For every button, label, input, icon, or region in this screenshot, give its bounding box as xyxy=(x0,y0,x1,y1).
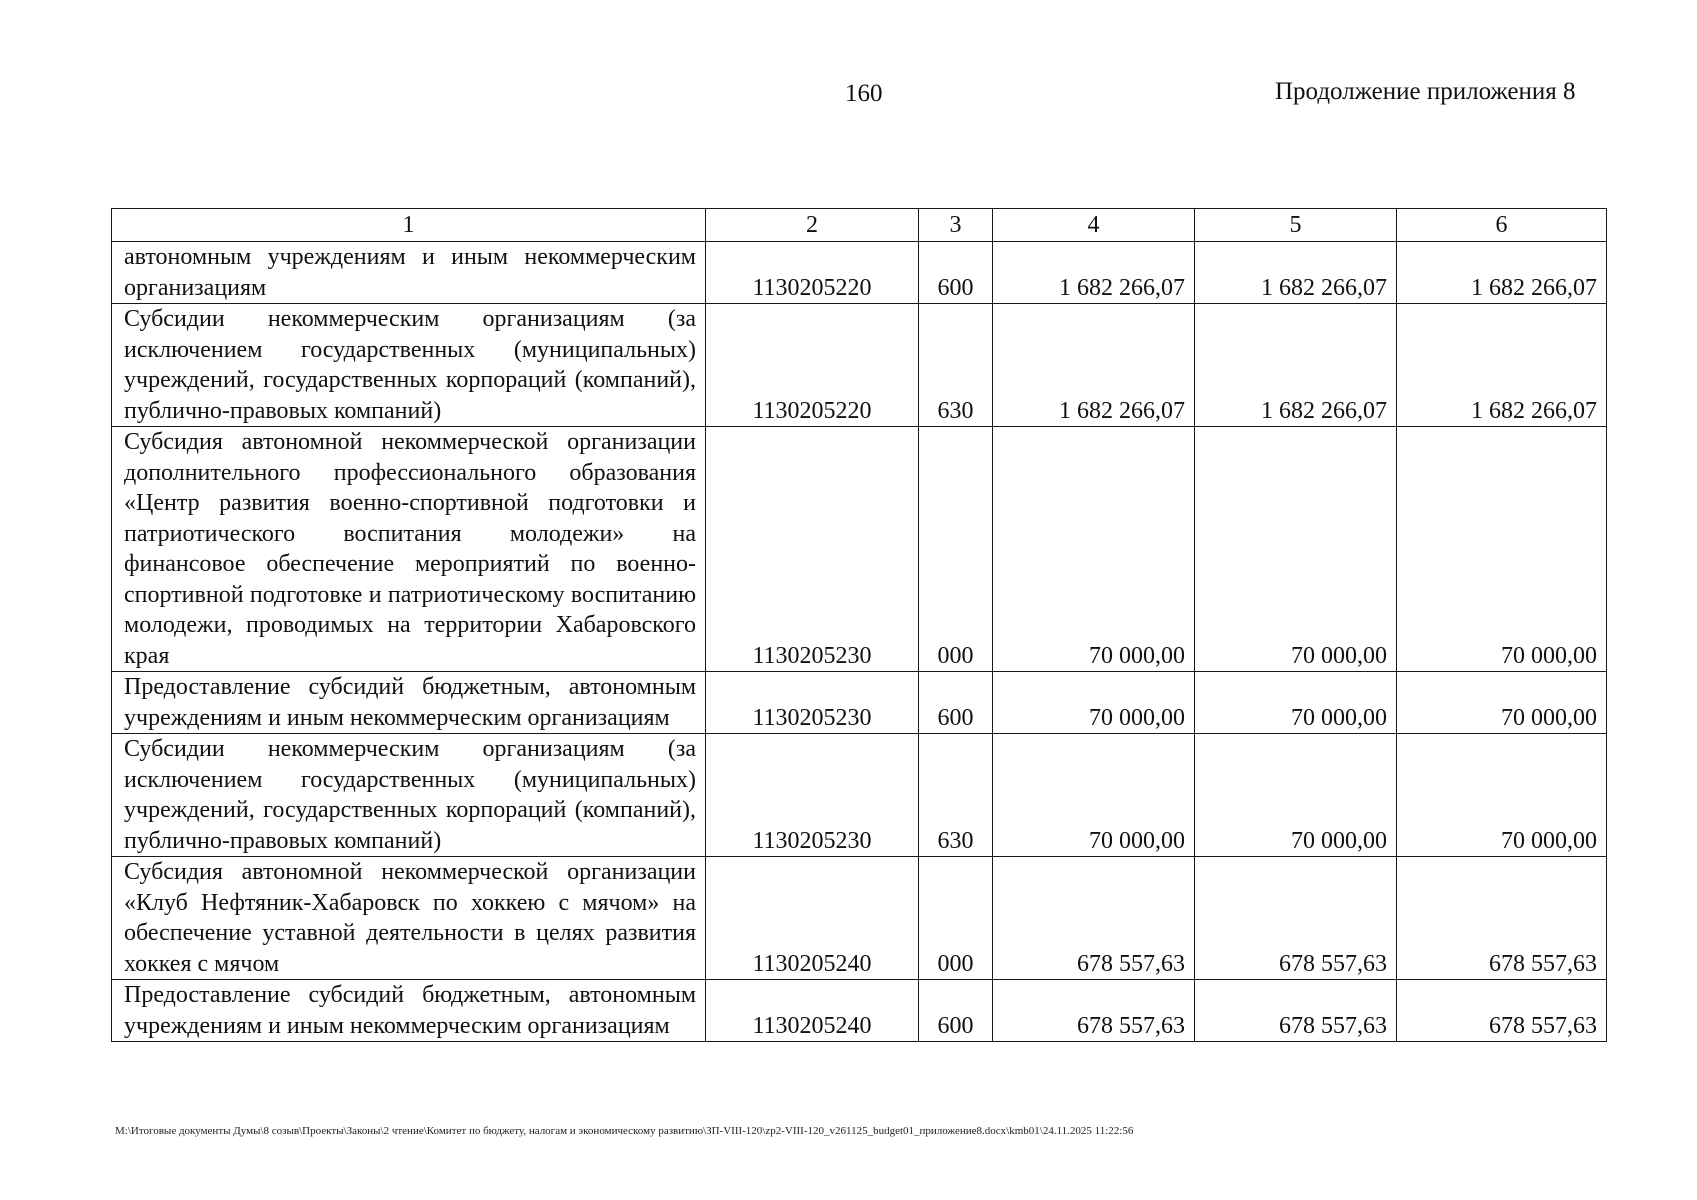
column-header-2: 2 xyxy=(706,209,919,242)
row-amount-2: 1 682 266,07 xyxy=(1195,242,1397,304)
row-expense-type: 600 xyxy=(919,672,993,734)
row-amount-3: 70 000,00 xyxy=(1397,427,1607,672)
row-name: Субсидии некоммерческим организациям (за исключением государственных (муниципальных) учреждений, государственных корпораций (компаний), публично-правовых компаний) xyxy=(112,734,706,857)
table-row xyxy=(112,242,1607,304)
row-amount-1: 70 000,00 xyxy=(993,734,1195,857)
row-amount-2: 1 682 266,07 xyxy=(1195,304,1397,427)
table-row xyxy=(112,734,1607,857)
row-expense-type: 000 xyxy=(919,857,993,980)
column-header-1: 1 xyxy=(112,209,706,242)
table-row xyxy=(112,980,1607,1042)
document-file-path: М:\Итоговые документы Думы\8 созыв\Проекты\Законы\2 чтение\Комитет по бюджету, налогам и экономическому развитию\ЗП-VIII-120\zp2-VIII-120_v261125_budget01_приложение8.docx\kmb01\24.11.2025 11:22:56 xyxy=(115,1125,1134,1137)
row-amount-1: 1 682 266,07 xyxy=(993,304,1195,427)
row-target-code: 1130205220 xyxy=(706,242,919,304)
row-name: Субсидии некоммерческим организациям (за исключением государственных (муниципальных) учреждений, государственных корпораций (компаний), публично-правовых компаний) xyxy=(112,304,706,427)
row-amount-3: 678 557,63 xyxy=(1397,980,1607,1042)
table-row xyxy=(112,672,1607,734)
row-name: Предоставление субсидий бюджетным, автономным учреждениям и иным некоммерческим организациям xyxy=(112,980,706,1042)
row-amount-2: 70 000,00 xyxy=(1195,734,1397,857)
continuation-title: Продолжение приложения 8 xyxy=(1275,78,1576,105)
row-amount-2: 70 000,00 xyxy=(1195,427,1397,672)
row-name: Субсидия автономной некоммерческой организации дополнительного профессионального образования «Центр развития военно-спортивной подготовки и патриотического воспитания молодежи» на финансовое обеспечение мероприятий по военно-спортивной подготовке и патриотическому воспитанию молодежи, проводимых на территории Хабаровского края xyxy=(112,427,706,672)
row-amount-1: 1 682 266,07 xyxy=(993,242,1195,304)
row-name: Предоставление субсидий бюджетным, автономным учреждениям и иным некоммерческим организациям xyxy=(112,672,706,734)
row-amount-2: 678 557,63 xyxy=(1195,980,1397,1042)
row-expense-type: 630 xyxy=(919,734,993,857)
row-target-code: 1130205230 xyxy=(706,427,919,672)
column-header-4: 4 xyxy=(993,209,1195,242)
row-amount-1: 70 000,00 xyxy=(993,427,1195,672)
row-target-code: 1130205230 xyxy=(706,672,919,734)
row-amount-3: 70 000,00 xyxy=(1397,672,1607,734)
row-amount-1: 70 000,00 xyxy=(993,672,1195,734)
row-amount-3: 1 682 266,07 xyxy=(1397,304,1607,427)
row-target-code: 1130205230 xyxy=(706,734,919,857)
row-target-code: 1130205220 xyxy=(706,304,919,427)
row-amount-3: 70 000,00 xyxy=(1397,734,1607,857)
row-target-code: 1130205240 xyxy=(706,980,919,1042)
row-name: Субсидия автономной некоммерческой организации «Клуб Нефтяник-Хабаровск по хоккею с мячом» на обеспечение уставной деятельности в целях развития хоккея с мячом xyxy=(112,857,706,980)
row-amount-3: 678 557,63 xyxy=(1397,857,1607,980)
column-header-3: 3 xyxy=(919,209,993,242)
row-amount-2: 70 000,00 xyxy=(1195,672,1397,734)
row-expense-type: 600 xyxy=(919,980,993,1042)
table-row xyxy=(112,857,1607,980)
row-expense-type: 000 xyxy=(919,427,993,672)
column-number-row xyxy=(112,209,1607,242)
page-number: 160 xyxy=(845,80,883,107)
table-row xyxy=(112,304,1607,427)
row-amount-1: 678 557,63 xyxy=(993,857,1195,980)
table-row xyxy=(112,427,1607,672)
row-expense-type: 630 xyxy=(919,304,993,427)
row-amount-3: 1 682 266,07 xyxy=(1397,242,1607,304)
row-name: автономным учреждениям и иным некоммерческим организациям xyxy=(112,242,706,304)
row-target-code: 1130205240 xyxy=(706,857,919,980)
row-amount-2: 678 557,63 xyxy=(1195,857,1397,980)
column-header-5: 5 xyxy=(1195,209,1397,242)
column-header-6: 6 xyxy=(1397,209,1607,242)
budget-table xyxy=(111,208,1607,1042)
row-expense-type: 600 xyxy=(919,242,993,304)
row-amount-1: 678 557,63 xyxy=(993,980,1195,1042)
